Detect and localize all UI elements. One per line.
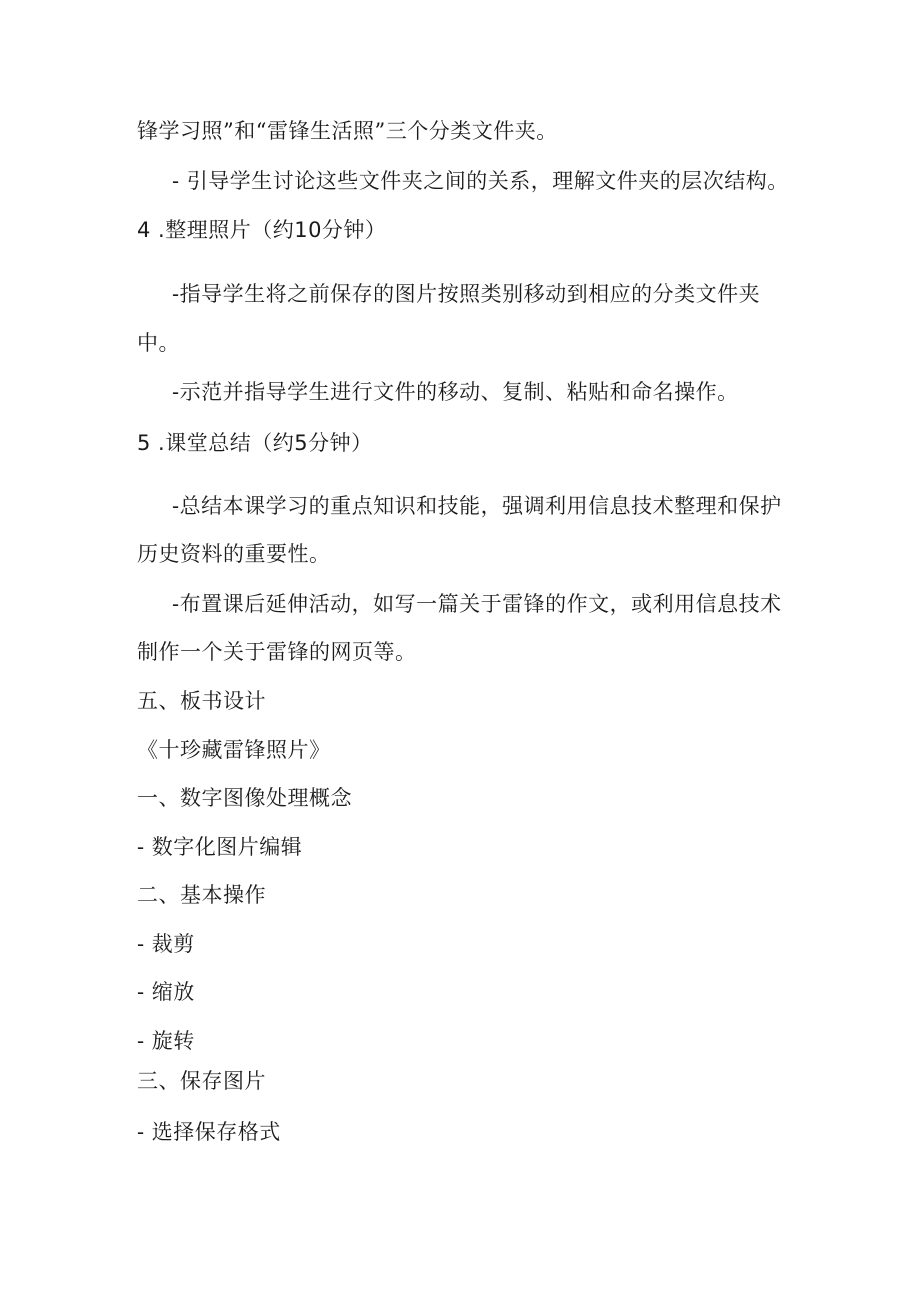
list-item: - 引导学生讨论这些文件夹之间的关系，理解文件夹的层次结构。 bbox=[172, 169, 789, 193]
paragraph-line: 中。 bbox=[137, 331, 180, 355]
paragraph-line: 锋学习照”和“雷锋生活照”三个分类文件夹。 bbox=[137, 119, 558, 143]
list-item: -示范并指导学生进行文件的移动、复制、粘贴和命名操作。 bbox=[172, 380, 739, 404]
board-heading: 三、保存图片 bbox=[137, 1069, 266, 1093]
board-title: 《十珍藏雷锋照片》 bbox=[137, 738, 331, 762]
section-heading: 5 .课堂总结（约5分钟） bbox=[137, 431, 373, 455]
board-item: - 数字化图片编辑 bbox=[137, 835, 303, 859]
paragraph-line: 制作一个关于雷锋的网页等。 bbox=[137, 640, 417, 664]
list-item: -总结本课学习的重点知识和技能，强调利用信息技术整理和保护 bbox=[172, 494, 782, 518]
board-heading: 一、数字图像处理概念 bbox=[137, 786, 352, 810]
list-item: -指导学生将之前保存的图片按照类别移动到相应的分类文件夹 bbox=[172, 282, 761, 306]
section-heading: 五、板书设计 bbox=[137, 689, 266, 713]
board-item: - 选择保存格式 bbox=[137, 1120, 281, 1144]
board-item: - 旋转 bbox=[137, 1029, 195, 1053]
board-heading: 二、基本操作 bbox=[137, 883, 266, 907]
paragraph-line: 历史资料的重要性。 bbox=[137, 542, 331, 566]
board-item: - 裁剪 bbox=[137, 932, 195, 956]
board-item: - 缩放 bbox=[137, 980, 195, 1004]
list-item: -布置课后延伸活动，如写一篇关于雷锋的作文，或利用信息技术 bbox=[172, 592, 782, 616]
section-heading: 4 .整理照片（约10分钟） bbox=[137, 218, 387, 242]
